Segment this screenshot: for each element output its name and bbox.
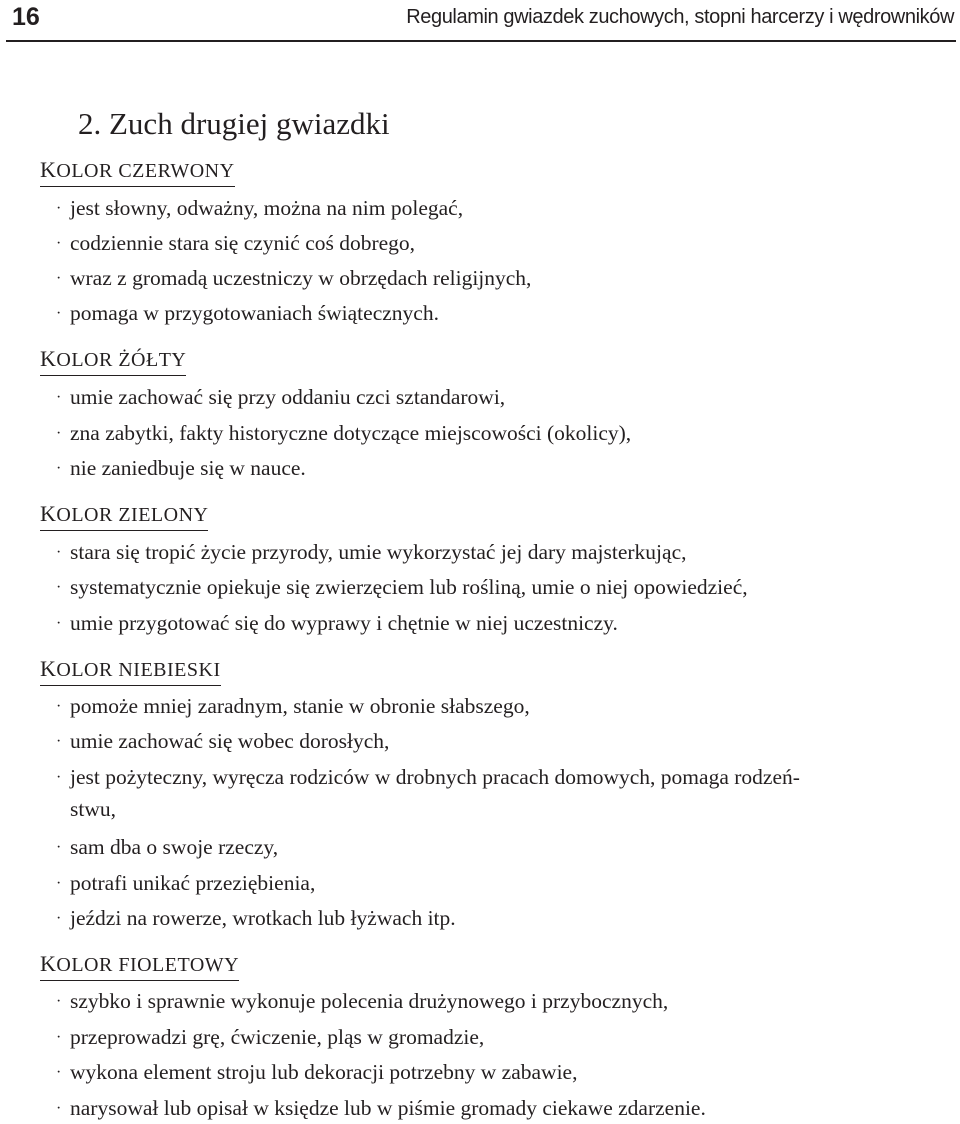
- list-item: · pomaga w przygotowaniach świątecznych.: [56, 301, 439, 325]
- category-heading-zielony: KOLOR ZIELONY: [40, 501, 208, 531]
- list-item: · wraz z gromadą uczestniczy w obrzędach religijnych,: [56, 266, 532, 290]
- list-item: · jeździ na rowerze, wrotkach lub łyżwach itp.: [56, 906, 456, 930]
- list-item: · umie zachować się wobec dorosłych,: [56, 729, 390, 753]
- list-item: · narysował lub opisał w księdze lub w piśmie gromady ciekawe zdarzenie.: [56, 1096, 706, 1120]
- running-header-title: Regulamin gwiazdek zuchowych, stopni harcerzy i wędrowników: [406, 6, 954, 28]
- section-title: 2. Zuch drugiej gwiazdki: [78, 106, 390, 141]
- list-item: · umie zachować się przy oddaniu czci sztandarowi,: [56, 385, 506, 409]
- category-heading-czerwony: KOLOR CZERWONY: [40, 157, 235, 187]
- list-item: · zna zabytki, fakty historyczne dotyczące miejscowości (okolicy),: [56, 421, 632, 445]
- category-heading-fioletowy: KOLOR FIOLETOWY: [40, 951, 239, 981]
- list-item: · szybko i sprawnie wykonuje polecenia drużynowego i przybocznych,: [56, 989, 669, 1013]
- list-item-continuation: stwu,: [70, 797, 116, 821]
- list-item: · nie zaniedbuje się w nauce.: [56, 456, 306, 480]
- page-header: [6, 0, 956, 42]
- list-item: · systematycznie opiekuje się zwierzęciem lub rośliną, umie o niej opowiedzieć,: [56, 575, 748, 599]
- list-item: · umie przygotować się do wyprawy i chętnie w niej uczestniczy.: [56, 611, 618, 635]
- list-item: · jest pożyteczny, wyręcza rodziców w drobnych pracach domowych, pomaga rodzeń-: [56, 765, 800, 789]
- list-item: · codziennie stara się czynić coś dobrego,: [56, 231, 416, 255]
- list-item: · przeprowadzi grę, ćwiczenie, pląs w gromadzie,: [56, 1025, 485, 1049]
- category-heading-zolty: KOLOR ŻÓŁTY: [40, 346, 186, 376]
- list-item: · stara się tropić życie przyrody, umie wykorzystać jej dary majsterkując,: [56, 540, 687, 564]
- list-item: · jest słowny, odważny, można na nim polegać,: [56, 196, 464, 220]
- list-item: · potrafi unikać przeziębienia,: [56, 871, 316, 895]
- list-item: · pomoże mniej zaradnym, stanie w obronie słabszego,: [56, 694, 530, 718]
- category-heading-niebieski: KOLOR NIEBIESKI: [40, 656, 221, 686]
- list-item: · wykona element stroju lub dekoracji potrzebny w zabawie,: [56, 1060, 578, 1084]
- page-number: 16: [12, 3, 40, 31]
- list-item: · sam dba o swoje rzeczy,: [56, 835, 279, 859]
